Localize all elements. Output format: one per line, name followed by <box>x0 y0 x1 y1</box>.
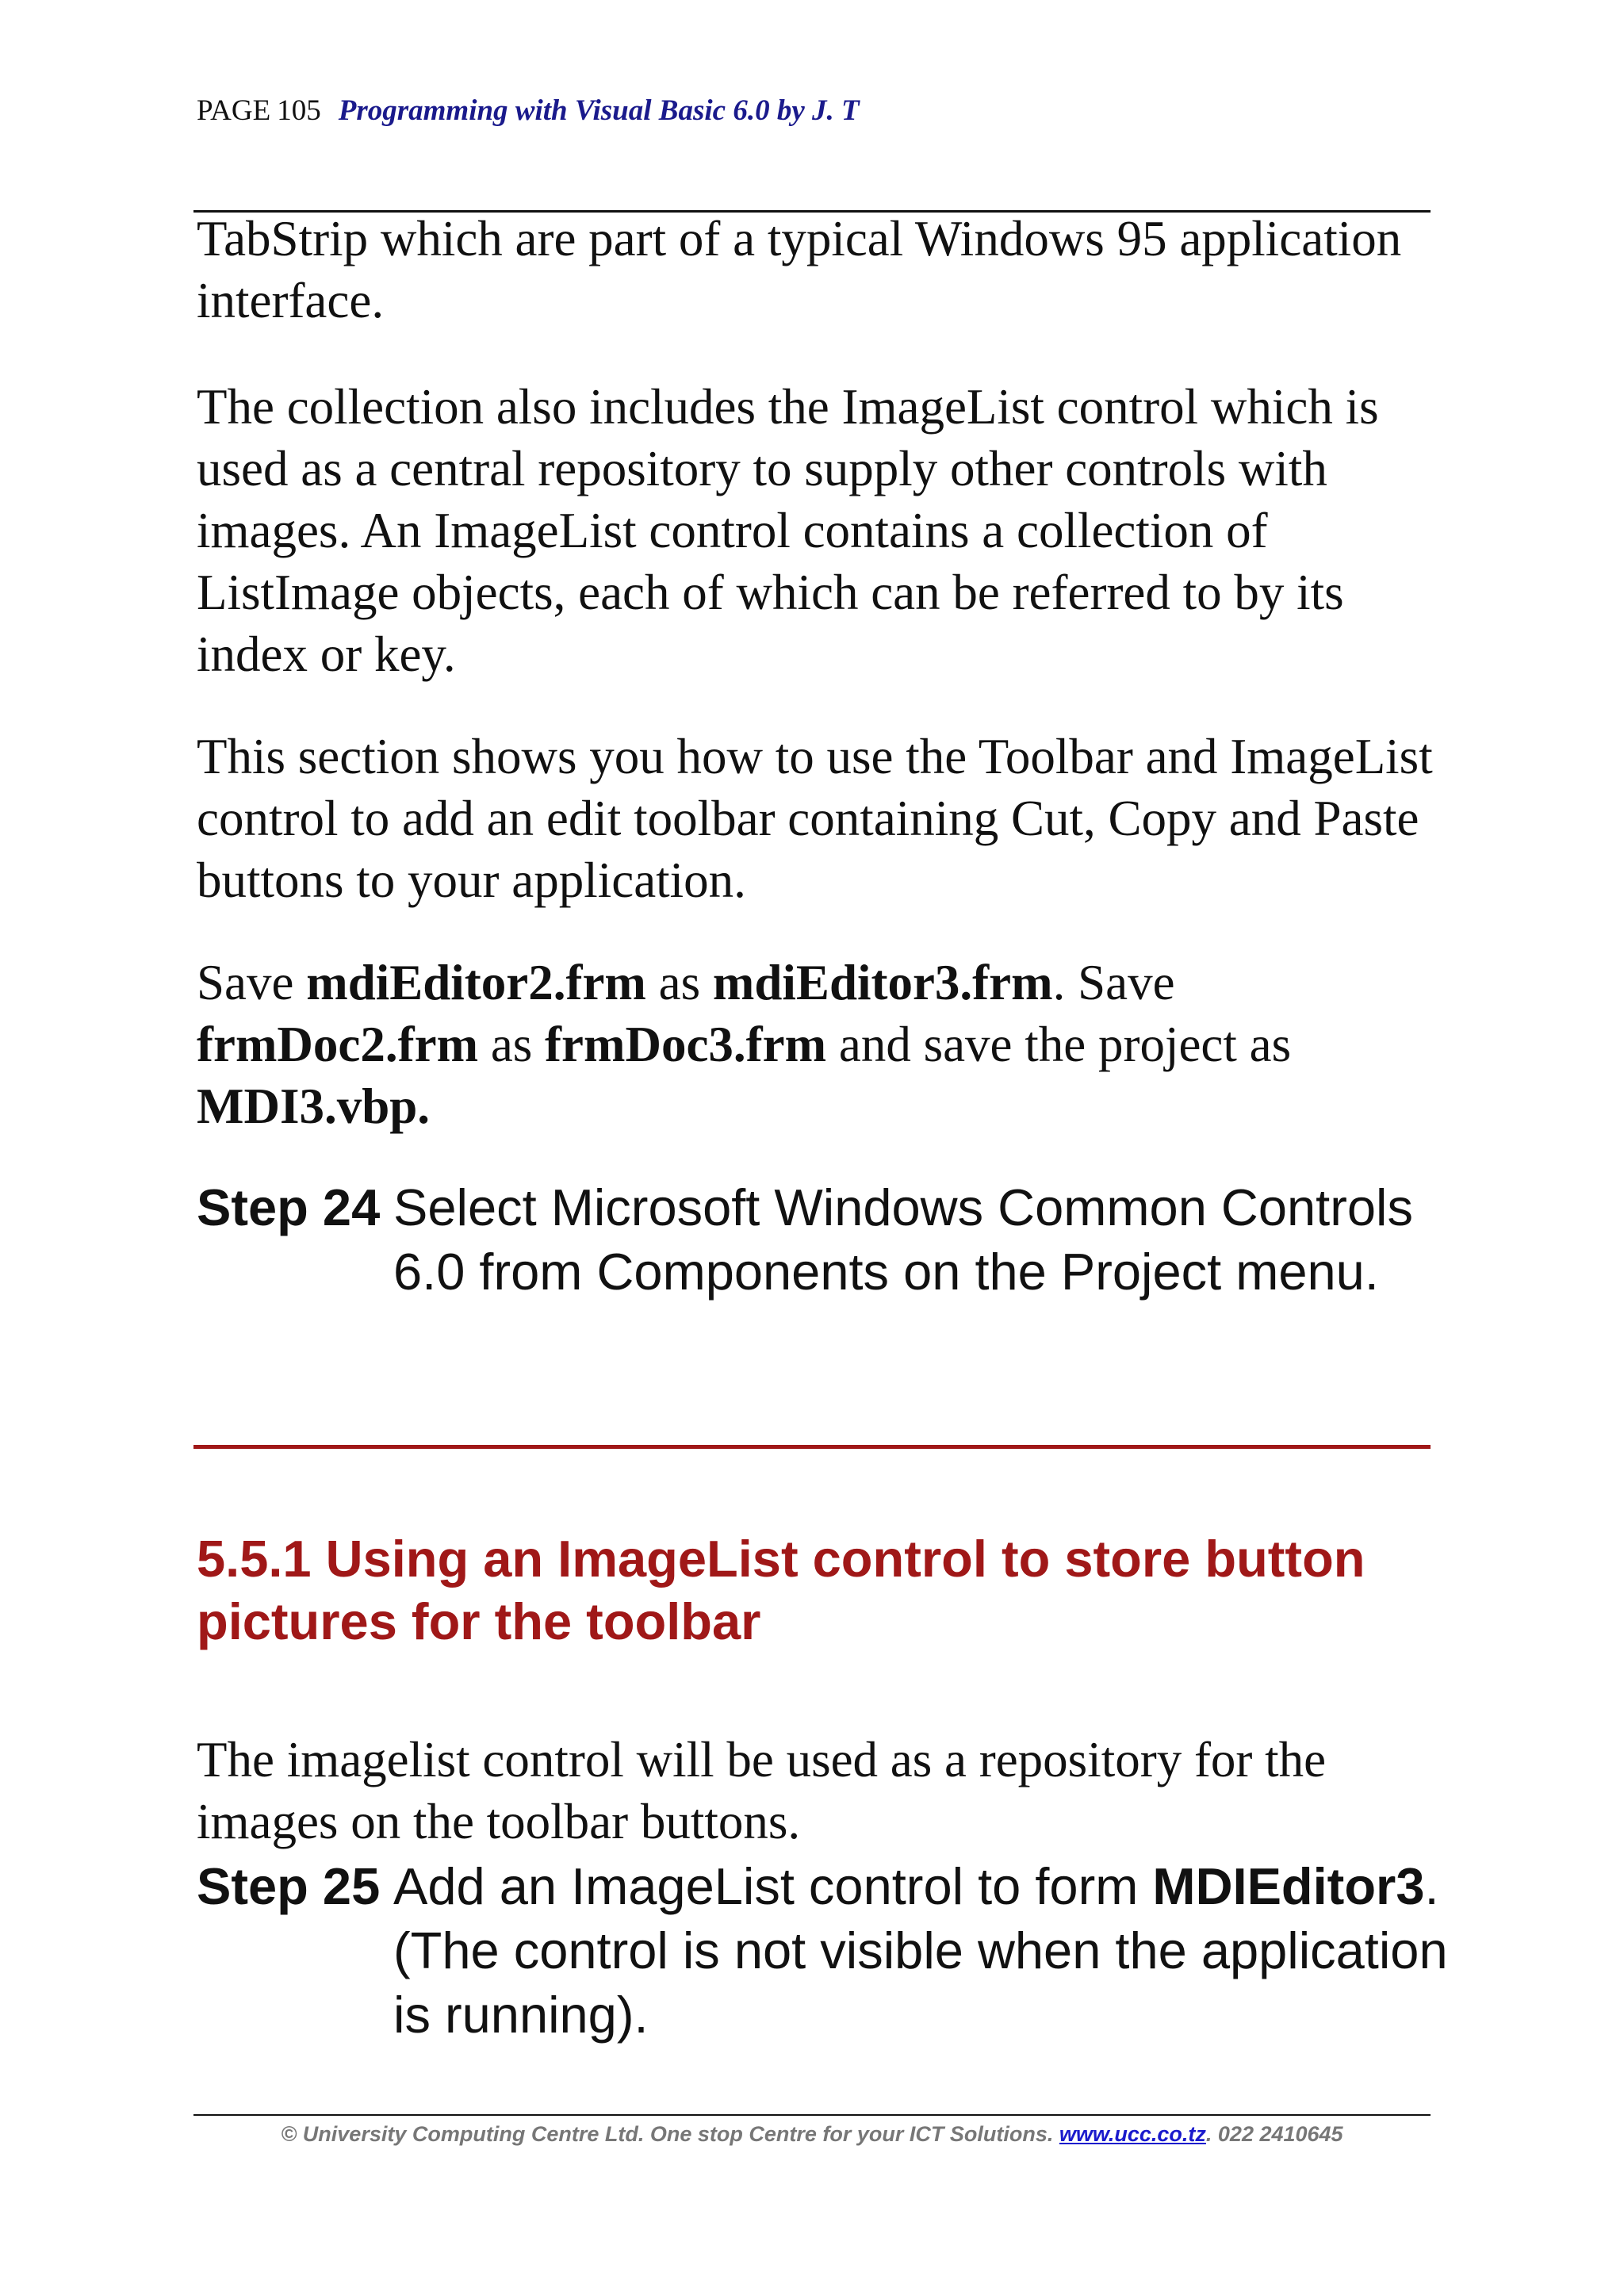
page-header <box>197 94 860 128</box>
save-text-4: as <box>478 1017 546 1072</box>
section-title: Using an ImageList control to store button pictures for the toolbar <box>197 1530 1365 1650</box>
paragraph-save-text <box>197 952 1434 1137</box>
book-title: Programming with Visual Basic 6.0 by J. T <box>338 94 860 127</box>
footer-rule <box>193 2114 1431 2116</box>
footer-phone: . 022 2410645 <box>1205 2122 1343 2146</box>
save-text-3: . Save <box>1052 955 1175 1010</box>
section-heading <box>197 1527 1434 1653</box>
paragraph-3-text: This section shows you how to use the Toolbar and ImageList control to add an edit toolbar containing Cut, Copy and Paste buttons to your application. <box>197 729 1433 908</box>
save-text-2: as <box>645 955 713 1010</box>
filename-mdi3-vbp: MDI3.vbp. <box>197 1079 431 1134</box>
step-25-label: Step 25 <box>197 1857 381 1915</box>
step-25-text-2: . (The control is not visible when the application is running). <box>393 1857 1448 2044</box>
step-24-label: Step 24 <box>197 1178 381 1236</box>
section-number: 5.5.1 <box>197 1530 312 1588</box>
filename-frmdoc3: frmDoc3.frm <box>545 1017 827 1072</box>
paragraph-imagelist-text: The imagelist control will be used as a repository for the images on the toolbar buttons. <box>197 1732 1327 1849</box>
page-label: PAGE <box>197 94 271 127</box>
filename-mdieditor3: mdiEditor3.frm <box>712 955 1053 1010</box>
paragraph-1 <box>197 208 1434 331</box>
paragraph-save-files <box>197 952 1434 1137</box>
step-25-text <box>393 1854 1448 2047</box>
form-name-mdieditor3: MDIEditor3 <box>1152 1857 1425 1915</box>
filename-mdieditor2: mdiEditor2.frm <box>306 955 646 1010</box>
section-divider <box>193 1445 1431 1449</box>
save-text-1: Save <box>197 955 307 1010</box>
paragraph-3 <box>197 726 1434 911</box>
step-25-text-1: Add an ImageList control to form <box>393 1857 1153 1915</box>
page-footer <box>0 2122 1624 2147</box>
save-text-5: and save the project as <box>826 1017 1292 1072</box>
paragraph-2-text: The collection also includes the ImageList control which is used as a central repository to supply other controls with images. An ImageList control contains a collection of ListImage objects, each of which can be referred to by its index or key. <box>197 379 1379 682</box>
paragraph-imagelist <box>197 1729 1434 1852</box>
step-24-text: Select Microsoft Windows Common Controls 6.0 from Components on the Project menu. <box>393 1178 1413 1301</box>
footer-website-link[interactable]: www.ucc.co.tz <box>1059 2122 1206 2146</box>
footer-text: © University Computing Centre Ltd. One stop Centre for your ICT Solutions. <box>281 2122 1059 2146</box>
paragraph-2 <box>197 376 1434 685</box>
paragraph-1-text: TabStrip which are part of a typical Windows 95 application interface. <box>197 211 1402 328</box>
page-number: 105 <box>277 94 321 127</box>
filename-frmdoc2: frmDoc2.frm <box>197 1017 479 1072</box>
